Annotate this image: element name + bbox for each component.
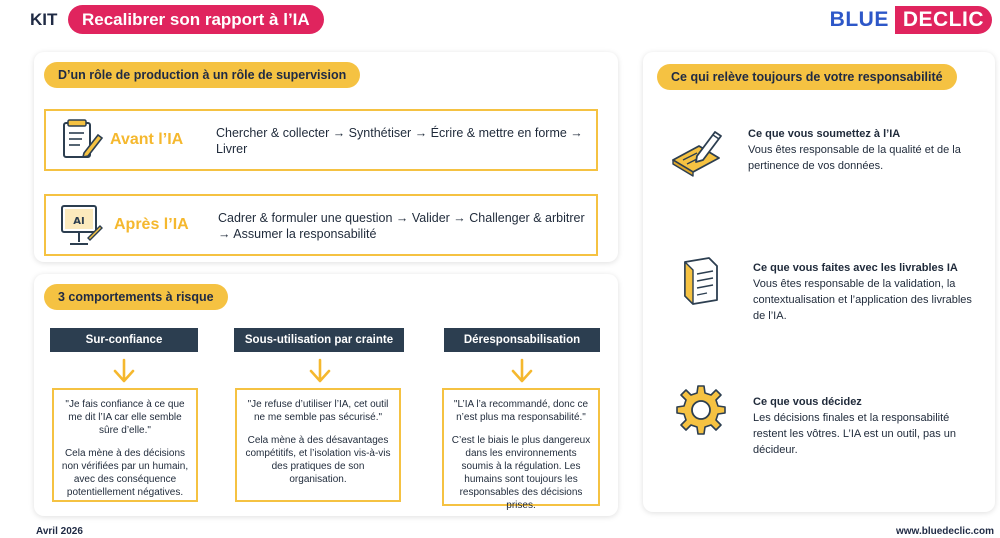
risk-title-underuse: Sous-utilisation par crainte bbox=[234, 328, 404, 352]
footer-date: Avril 2026 bbox=[36, 526, 83, 537]
gear-icon bbox=[673, 382, 729, 438]
notepad-pen-icon bbox=[58, 117, 104, 163]
risk-quote: "Je refuse d’utiliser l’IA, cet outil ne me semble pas sécurisé." bbox=[247, 399, 389, 423]
risk-quote: "L’IA l’a recommandé, donc ce n’est plus ma responsabilité." bbox=[453, 399, 589, 423]
footer-url[interactable]: www.bluedeclic.com bbox=[896, 526, 994, 537]
after-ai-box bbox=[44, 194, 598, 256]
responsibility-item-decisions bbox=[753, 394, 985, 458]
arrow-down-icon bbox=[112, 358, 136, 384]
arrow-down-icon bbox=[510, 358, 534, 384]
before-ai-flow: Chercher & collecter → Synthétiser → Écrire & mettre en forme → Livrer bbox=[216, 126, 583, 156]
responsibility-item-title: Ce que vous soumettez à l’IA bbox=[748, 128, 901, 140]
logo-blue-text: BLUE bbox=[829, 8, 889, 31]
responsibility-item-input bbox=[748, 126, 988, 174]
risk-effect: Cela mène à des décisions non vérifiées par un humain, avec des conséquence potentiellement négatives. bbox=[61, 448, 189, 498]
risk-title-overconfidence: Sur-confiance bbox=[50, 328, 198, 352]
responsibility-item-deliverables bbox=[753, 260, 985, 324]
responsibility-pill: Ce qui relève toujours de votre responsabilité bbox=[657, 64, 957, 90]
production-pill: D’un rôle de production à un rôle de supervision bbox=[44, 62, 360, 88]
responsibility-item-text: Les décisions finales et la responsabilité restent les vôtres. L’IA est un outil, pas un décideur. bbox=[753, 412, 957, 456]
ai-screen-icon bbox=[58, 202, 104, 250]
after-ai-flow: Cadrer & formuler une question → Valider → Challenger & arbitrer → Assumer la responsabilité bbox=[218, 211, 585, 241]
pen-paper-icon bbox=[669, 126, 725, 182]
responsibility-item-text: Vous êtes responsable de la qualité et de la pertinence de vos données. bbox=[748, 144, 961, 172]
risk-box-underuse bbox=[235, 388, 401, 502]
document-icon bbox=[673, 254, 729, 310]
risk-quote: "Je fais confiance à ce que me dit l’IA car elle semble sûre d’elle." bbox=[65, 399, 185, 436]
risk-effect: Cela mène à des désavantages compétitifs, et l’isolation vis-à-vis des pratiques de son organisation. bbox=[245, 435, 391, 485]
arrow-down-icon bbox=[308, 358, 332, 384]
responsibility-card bbox=[643, 52, 995, 512]
responsibility-item-title: Ce que vous faites avec les livrables IA bbox=[753, 262, 958, 274]
risk-effect: C’est le biais le plus dangereux dans les environnements soumis à la régulation. Les humains sont toujours les responsables des décisions prises. bbox=[451, 435, 591, 511]
responsibility-item-text: Vous êtes responsable de la validation, la contextualisation et l’application des livrables de l’IA. bbox=[753, 278, 972, 322]
risk-title-deresponsibility: Déresponsabilisation bbox=[444, 328, 600, 352]
risks-card bbox=[34, 274, 618, 516]
page-title: Recalibrer son rapport à l’IA bbox=[68, 5, 324, 34]
kit-label: KIT bbox=[30, 10, 58, 29]
before-ai-box bbox=[44, 109, 598, 171]
after-ai-label: Après l’IA bbox=[114, 216, 189, 233]
production-card bbox=[34, 52, 618, 262]
risk-box-deresponsibility bbox=[442, 388, 600, 511]
before-ai-label: Avant l’IA bbox=[110, 131, 184, 148]
risks-pill: 3 comportements à risque bbox=[44, 284, 228, 310]
risk-box-overconfidence bbox=[52, 388, 198, 502]
svg-text:AI: AI bbox=[73, 216, 85, 227]
brand-logo[interactable] bbox=[830, 6, 992, 34]
logo-declic-text: DECLIC bbox=[895, 6, 992, 34]
responsibility-item-title: Ce que vous décidez bbox=[753, 396, 862, 408]
